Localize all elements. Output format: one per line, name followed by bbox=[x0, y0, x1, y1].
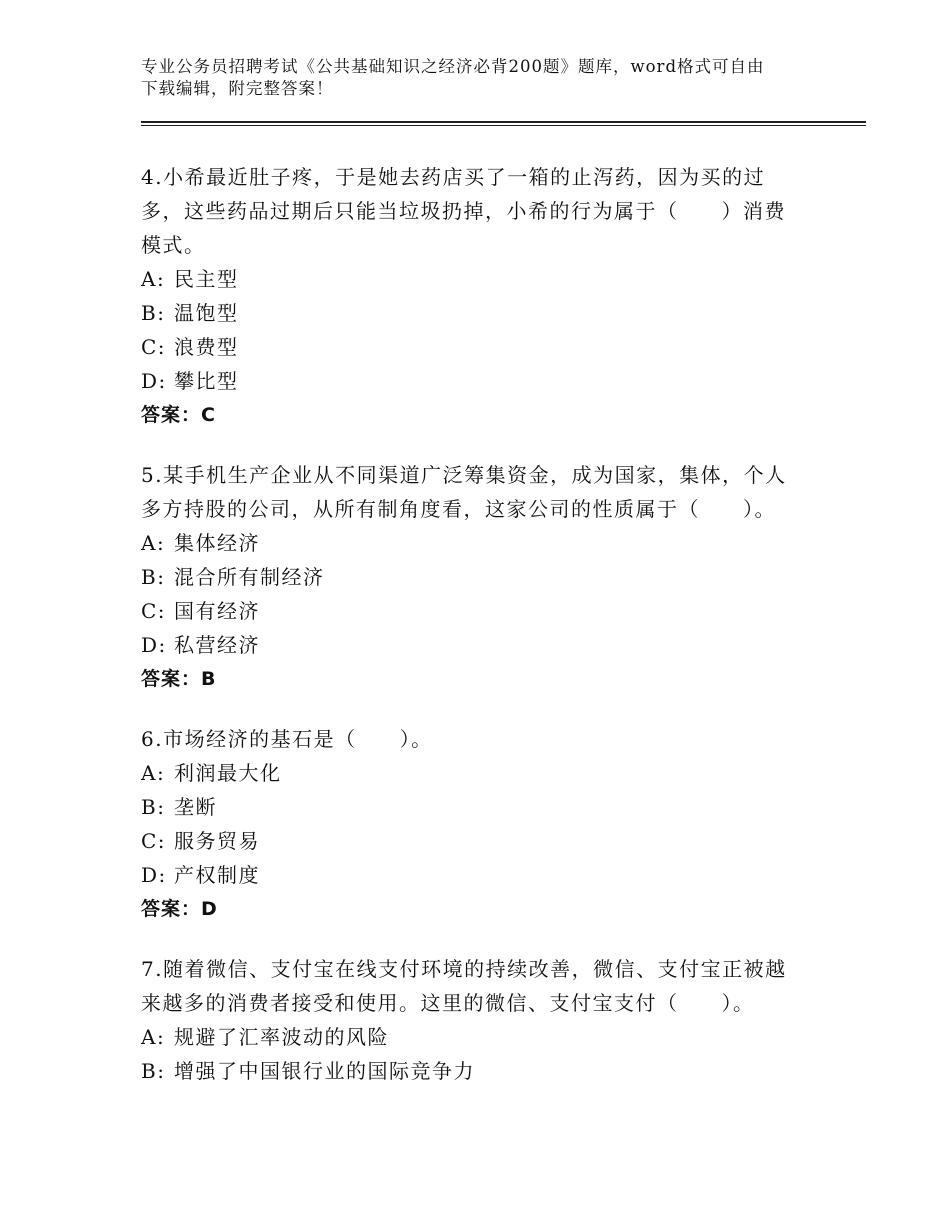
option-key: D: bbox=[141, 633, 167, 657]
option-key: A: bbox=[141, 531, 166, 555]
document-header bbox=[141, 56, 806, 100]
option-key: A: bbox=[141, 761, 166, 785]
option-text: 浪费型 bbox=[174, 335, 239, 359]
option-a bbox=[141, 262, 801, 296]
question-7 bbox=[141, 952, 801, 1088]
option-text: 国有经济 bbox=[174, 599, 260, 623]
header-line-1: 专业公务员招聘考试《公共基础知识之经济必背200题》题库，word格式可自由 bbox=[141, 57, 765, 76]
option-text: 规避了汇率波动的风险 bbox=[174, 1025, 389, 1049]
option-b bbox=[141, 790, 801, 824]
option-text: 私营经济 bbox=[174, 633, 260, 657]
option-b bbox=[141, 1054, 801, 1088]
option-text: 增强了中国银行业的国际竞争力 bbox=[174, 1059, 475, 1083]
option-text: 攀比型 bbox=[174, 369, 239, 393]
question-stem-line: 7.随着微信、支付宝在线支付环境的持续改善，微信、支付宝正被越 bbox=[141, 957, 787, 981]
question-stem-line: 6.市场经济的基石是（ ）。 bbox=[141, 727, 433, 751]
question-6 bbox=[141, 722, 801, 926]
option-key: B: bbox=[141, 565, 166, 589]
option-key: B: bbox=[141, 1059, 166, 1083]
option-text: 温饱型 bbox=[174, 301, 239, 325]
option-key: A: bbox=[141, 1025, 166, 1049]
answer-label: 答案：D bbox=[141, 898, 218, 920]
option-text: 民主型 bbox=[174, 267, 239, 291]
option-c bbox=[141, 330, 801, 364]
answer-label: 答案：B bbox=[141, 668, 217, 690]
option-a bbox=[141, 526, 801, 560]
question-stem-line: 4.小希最近肚子疼，于是她去药店买了一箱的止泻药，因为买的过 bbox=[141, 165, 766, 189]
question-list bbox=[141, 160, 801, 1114]
option-b bbox=[141, 296, 801, 330]
option-key: C: bbox=[141, 599, 167, 623]
option-text: 产权制度 bbox=[174, 863, 260, 887]
option-a bbox=[141, 1020, 801, 1054]
question-stem-line: 来越多的消费者接受和使用。这里的微信、支付宝支付（ ）。 bbox=[141, 991, 755, 1015]
question-5 bbox=[141, 458, 801, 696]
option-d bbox=[141, 628, 801, 662]
question-stem-line: 5.某手机生产企业从不同渠道广泛筹集资金，成为国家，集体，个人 bbox=[141, 463, 787, 487]
option-d bbox=[141, 858, 801, 892]
answer-label: 答案：C bbox=[141, 404, 216, 426]
option-key: C: bbox=[141, 829, 167, 853]
option-key: B: bbox=[141, 301, 166, 325]
option-key: D: bbox=[141, 863, 167, 887]
option-text: 集体经济 bbox=[174, 531, 260, 555]
question-stem-line: 多方持股的公司，从所有制角度看，这家公司的性质属于（ ）。 bbox=[141, 497, 776, 521]
option-a bbox=[141, 756, 801, 790]
option-b bbox=[141, 560, 801, 594]
header-line-2: 下载编辑，附完整答案！ bbox=[141, 79, 334, 98]
option-c bbox=[141, 824, 801, 858]
header-rule-thin bbox=[141, 125, 866, 126]
option-text: 垄断 bbox=[174, 795, 217, 819]
option-key: B: bbox=[141, 795, 166, 819]
option-key: A: bbox=[141, 267, 166, 291]
option-key: C: bbox=[141, 335, 167, 359]
question-4 bbox=[141, 160, 801, 432]
option-d bbox=[141, 364, 801, 398]
option-key: D: bbox=[141, 369, 167, 393]
option-text: 服务贸易 bbox=[174, 829, 260, 853]
header-rule-thick bbox=[141, 121, 866, 123]
option-text: 利润最大化 bbox=[174, 761, 282, 785]
question-stem-line: 模式。 bbox=[141, 233, 206, 257]
option-text: 混合所有制经济 bbox=[174, 565, 325, 589]
question-stem-line: 多，这些药品过期后只能当垃圾扔掉，小希的行为属于（ ）消费 bbox=[141, 199, 786, 223]
option-c bbox=[141, 594, 801, 628]
